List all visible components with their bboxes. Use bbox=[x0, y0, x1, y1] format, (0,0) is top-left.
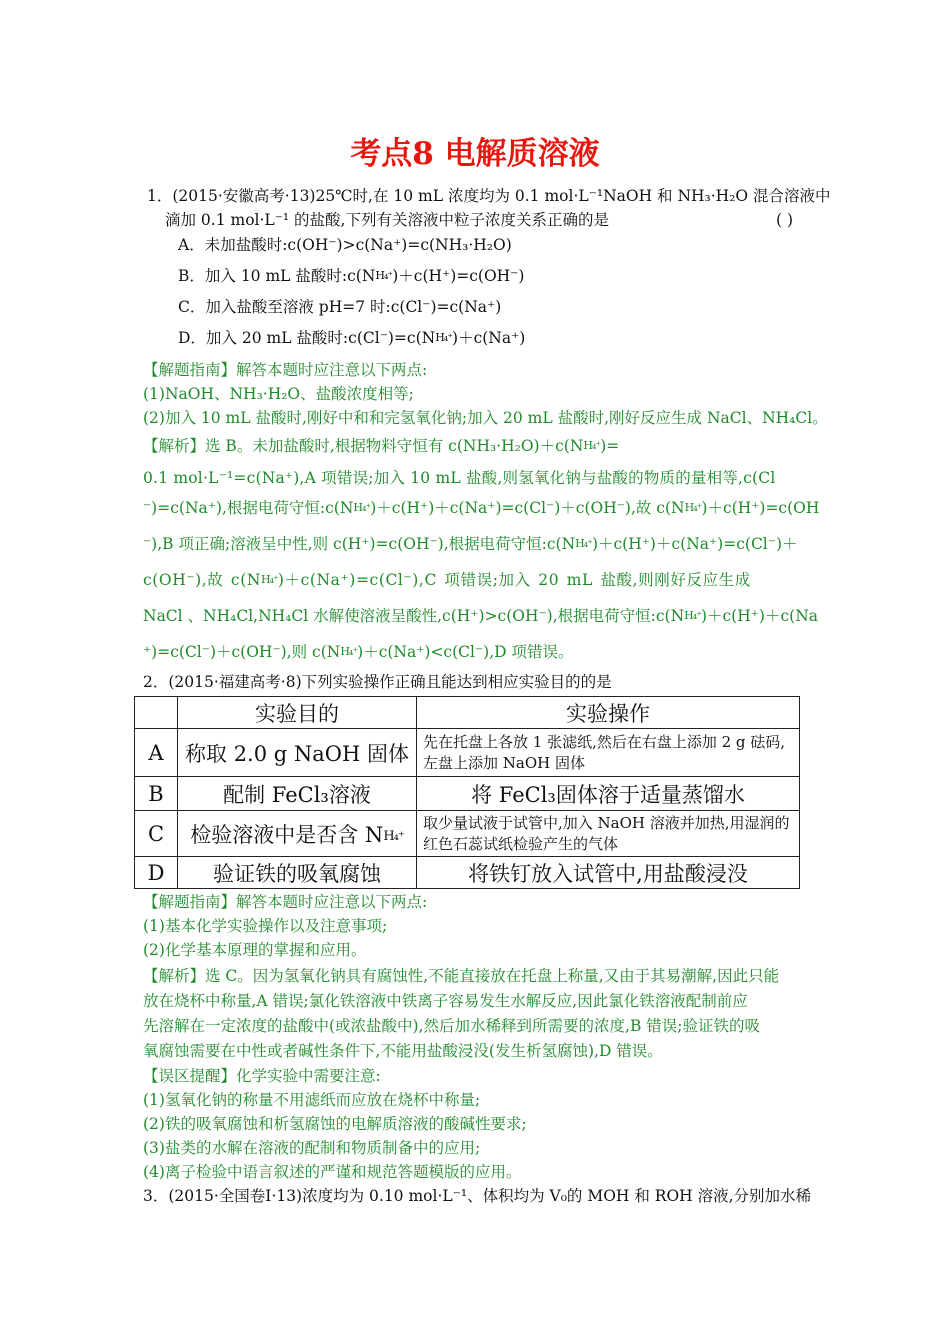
nh4-ion: H₄⁺ bbox=[353, 501, 371, 514]
nh4-ion: H₄⁺ bbox=[383, 828, 404, 844]
q2-stem: 2．(2015·福建高考·8)下列实验操作正确且能达到相应实验目的的是 bbox=[143, 673, 612, 691]
q1-analysis-line3: ⁻)=c(Na⁺),根据电荷守恒:c(NH₄⁺)＋c(H⁺)＋c(Na⁺)=c(Cl⁻)＋c(OH⁻),故 c(NH₄⁺)＋c(H⁺)=c(OH bbox=[143, 499, 820, 517]
row-purpose: 配制 FeCl₃溶液 bbox=[178, 777, 417, 811]
q2-guide-point1: (1)基本化学实验操作以及注意事项; bbox=[143, 917, 388, 935]
table-header-row bbox=[135, 697, 800, 729]
q2-warning-heading: 【误区提醒】化学实验中需要注意: bbox=[143, 1067, 381, 1085]
q2-analysis-line1: 【解析】选 C。因为氢氧化钠具有腐蚀性,不能直接放在托盘上称量,又由于其易潮解,因此只能 bbox=[143, 967, 780, 985]
q2-guide-point2: (2)化学基本原理的掌握和应用。 bbox=[143, 941, 367, 959]
q2-warning-point4: (4)离子检验中语言叙述的严谨和规范答题模版的应用。 bbox=[143, 1163, 522, 1181]
page-title: 考点8 电解质溶液 bbox=[350, 136, 600, 172]
q1-option-b: B．加入 10 mL 盐酸时:c(NH₄⁺)＋c(H⁺)=c(OH⁻) bbox=[178, 267, 525, 285]
row-purpose: 称取 2.0 g NaOH 固体 bbox=[178, 729, 417, 777]
row-purpose: 验证铁的吸氧腐蚀 bbox=[178, 857, 417, 889]
header-empty-cell bbox=[135, 697, 178, 729]
q2-warning-point3: (3)盐类的水解在溶液的配制和物质制备中的应用; bbox=[143, 1139, 481, 1157]
header-purpose: 实验目的 bbox=[178, 697, 417, 729]
row-key: A bbox=[135, 729, 178, 777]
q1-option-a: A．未加盐酸时:c(OH⁻)>c(Na⁺)=c(NH₃·H₂O) bbox=[178, 236, 512, 254]
q1-analysis-line1: 【解析】选 B。未加盐酸时,根据物料守恒有 c(NH₃·H₂O)＋c(NH₄⁺)= bbox=[143, 437, 620, 455]
row-purpose: 检验溶液中是否含 NH₄⁺ bbox=[178, 811, 417, 857]
experiment-table bbox=[134, 696, 800, 889]
row-operation: 将铁钉放入试管中,用盐酸浸没 bbox=[417, 857, 800, 889]
q1-option-d: D．加入 20 mL 盐酸时:c(Cl⁻)=c(NH₄⁺)＋c(Na⁺) bbox=[178, 329, 526, 347]
q1-guide-point2: (2)加入 10 mL 盐酸时,刚好中和和完氢氧化钠;加入 20 mL 盐酸时,刚好反应生成 NaCl、NH₄Cl。 bbox=[143, 409, 828, 427]
table-row bbox=[135, 777, 800, 811]
q1-guide-point1: (1)NaOH、NH₃·H₂O、盐酸浓度相等; bbox=[143, 385, 414, 403]
table-row bbox=[135, 857, 800, 889]
q2-warning-point1: (1)氢氧化钠的称量不用滤纸而应放在烧杯中称量; bbox=[143, 1091, 481, 1109]
q2-warning-point2: (2)铁的吸氧腐蚀和析氢腐蚀的电解质溶液的酸碱性要求; bbox=[143, 1115, 527, 1133]
q1-analysis-line4: ⁻),B 项正确;溶液呈中性,则 c(H⁺)=c(OH⁻),根据电荷守恒:c(NH₄⁺)＋c(H⁺)＋c(Na⁺)=c(Cl⁻)＋ bbox=[143, 535, 798, 553]
q1-analysis-line5: c(OH⁻),故 c(NH₄⁺)＋c(Na⁺)=c(Cl⁻),C 项错误;加入 20 mL 盐酸,则刚好反应生成 bbox=[143, 571, 751, 589]
nh4-ion: H₄⁺ bbox=[261, 573, 278, 586]
q1-guide-heading: 【解题指南】解答本题时应注意以下两点: bbox=[143, 361, 428, 379]
row-key: C bbox=[135, 811, 178, 857]
nh4-ion: H₄⁺ bbox=[435, 331, 453, 344]
q1-stem-line2: 滴加 0.1 mol·L⁻¹ 的盐酸,下列有关溶液中粒子浓度关系正确的是 bbox=[165, 211, 609, 229]
q1-answer-paren: ( ) bbox=[776, 211, 794, 229]
row-key: D bbox=[135, 857, 178, 889]
q1-option-c: C．加入盐酸至溶液 pH=7 时:c(Cl⁻)=c(Na⁺) bbox=[178, 298, 502, 316]
header-operation: 实验操作 bbox=[417, 697, 800, 729]
q2-analysis-line4: 氧腐蚀需要在中性或者碱性条件下,不能用盐酸浸没(发生析氢腐蚀),D 错误。 bbox=[143, 1042, 663, 1060]
q3-stem-line1: 3．(2015·全国卷Ⅰ·13)浓度均为 0.10 mol·L⁻¹、体积均为 V₀的 MOH 和 ROH 溶液,分别加水稀 bbox=[143, 1187, 812, 1205]
row-operation: 先在托盘上各放 1 张滤纸,然后在右盘上添加 2 g 砝码,左盘上添加 NaOH 固体 bbox=[417, 729, 800, 777]
nh4-ion: H₄⁺ bbox=[583, 439, 601, 452]
table-row bbox=[135, 729, 800, 777]
nh4-ion: H₄⁺ bbox=[575, 537, 592, 550]
q1-analysis-line6: NaCl 、NH₄Cl,NH₄Cl 水解使溶液呈酸性,c(H⁺)>c(OH⁻),根据电荷守恒:c(NH₄⁺)＋c(H⁺)＋c(Na bbox=[143, 607, 819, 625]
nh4-ion: H₄⁺ bbox=[684, 609, 701, 622]
row-key: B bbox=[135, 777, 178, 811]
row-operation: 取少量试液于试管中,加入 NaOH 溶液并加热,用湿润的红色石蕊试纸检验产生的气体 bbox=[417, 811, 800, 857]
table-row bbox=[135, 811, 800, 857]
q2-analysis-line2: 放在烧杯中称量,A 错误;氯化铁溶液中铁离子容易发生水解反应,因此氯化铁溶液配制前应 bbox=[143, 992, 748, 1010]
nh4-ion: H₄⁺ bbox=[684, 501, 702, 514]
q2-analysis-line3: 先溶解在一定浓度的盐酸中(或浓盐酸中),然后加水稀释到所需要的浓度,B 错误;验证铁的吸 bbox=[143, 1017, 760, 1035]
row-operation: 将 FeCl₃固体溶于适量蒸馏水 bbox=[417, 777, 800, 811]
q1-analysis-line7: ⁺)=c(Cl⁻)＋c(OH⁻),则 c(NH₄⁺)＋c(Na⁺)<c(Cl⁻),D 项错误。 bbox=[143, 643, 574, 661]
nh4-ion: H₄⁺ bbox=[375, 269, 393, 282]
nh4-ion: H₄⁺ bbox=[340, 645, 358, 658]
q1-stem-line1: 1．(2015·安徽高考·13)25℃时,在 10 mL 浓度均为 0.1 mol·L⁻¹NaOH 和 NH₃·H₂O 混合溶液中 bbox=[147, 187, 831, 205]
q2-guide-heading: 【解题指南】解答本题时应注意以下两点: bbox=[143, 893, 428, 911]
q1-analysis-line2: 0.1 mol·L⁻¹=c(Na⁺),A 项错误;加入 10 mL 盐酸,则氢氧化钠与盐酸的物质的量相等,c(Cl bbox=[143, 469, 776, 487]
